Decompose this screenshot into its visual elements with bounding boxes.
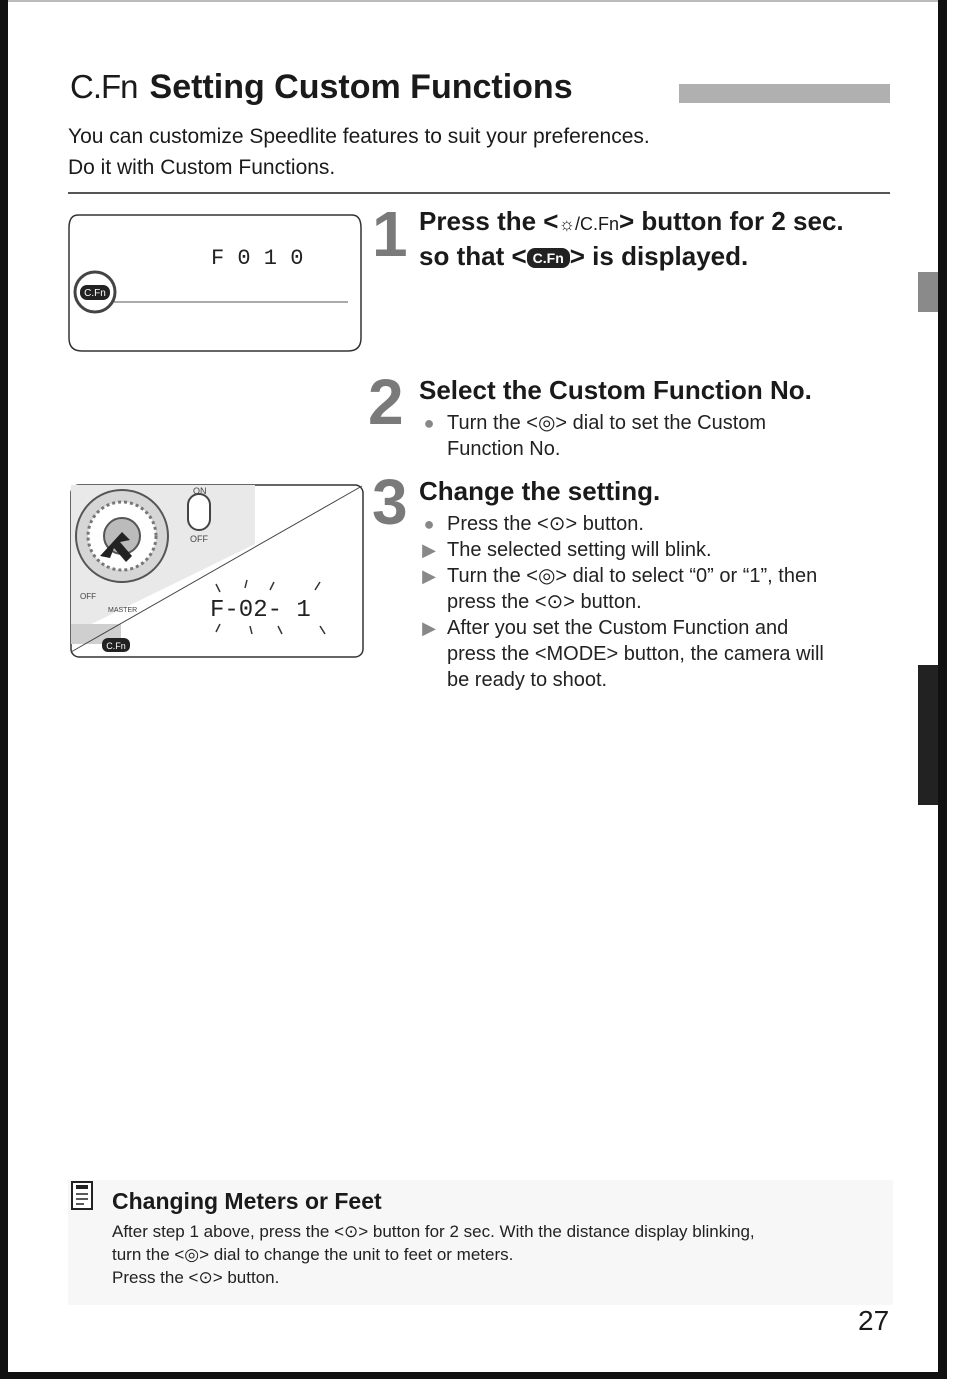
title-decorative-bar	[679, 84, 890, 103]
intro-line-1: You can customize Speedlite features to suit your preferences.	[68, 125, 650, 148]
off-label: OFF	[190, 534, 208, 544]
step3-item2-line1: The selected setting will blink.	[447, 539, 712, 561]
page-bottom-border	[0, 1372, 947, 1379]
off-left-label: OFF	[80, 592, 96, 601]
lcd1-cfn-badge: C.Fn	[84, 288, 106, 299]
step2-item	[423, 410, 767, 462]
lcd-illustration-step3	[70, 484, 364, 658]
section-tab-marker-light	[918, 272, 938, 312]
triangle-bullet-icon: ▶	[422, 540, 436, 560]
step3-item1-line1: Press the <⊙> button.	[447, 513, 644, 535]
on-label: ON	[193, 486, 207, 496]
lcd-illustration-step1	[68, 214, 362, 352]
step3-item4-line1: After you set the Custom Function and	[447, 617, 789, 639]
master-label: MASTER	[108, 607, 138, 614]
note-heading: Changing Meters or Feet	[112, 1188, 382, 1214]
page-left-border	[0, 0, 8, 1379]
lcd1-display-text: F 0 1 0	[211, 246, 304, 271]
step3-item3-line1: Turn the <◎> dial to select “0” or “1”, then	[447, 565, 818, 587]
page-title-text: Setting Custom Functions	[149, 68, 573, 106]
step3-item4-line3: be ready to shoot.	[447, 669, 608, 691]
step3-item4-line2: press the <MODE> button, the camera will	[447, 643, 824, 665]
cfn-badge-icon: C.Fn	[527, 248, 570, 268]
intro-line-2: Do it with Custom Functions.	[68, 156, 336, 179]
step1-text-c: so that <	[419, 241, 527, 271]
step3-heading: Change the setting.	[419, 476, 661, 506]
page-title	[70, 68, 573, 107]
step3-item-3	[422, 563, 818, 615]
section-tab-marker-dark	[918, 665, 938, 805]
memo-icon	[70, 1180, 96, 1212]
lcd2-display-text: F-02- 1	[210, 597, 311, 624]
page-number: 27	[858, 1305, 890, 1336]
bullet-dot-icon: ●	[423, 413, 435, 433]
step1-heading-line2	[419, 241, 748, 272]
power-switch-icon	[188, 494, 210, 530]
step-number-1: 1	[372, 198, 408, 270]
step-number-2: 2	[368, 366, 404, 438]
step3-item-4	[422, 615, 824, 693]
note-line-1: After step 1 above, press the <⊙> button for 2 sec. With the distance display blinking,	[112, 1222, 755, 1241]
triangle-bullet-icon: ▶	[422, 618, 436, 638]
header-divider	[68, 192, 890, 194]
note-line-3: Press the <⊙> button.	[112, 1268, 280, 1287]
step1-text-b: > button for 2 sec.	[619, 206, 844, 236]
step3-item3-line2: press the <⊙> button.	[447, 591, 642, 613]
step2-heading: Select the Custom Function No.	[419, 375, 812, 405]
bullet-dot-icon: ●	[423, 514, 435, 534]
step1-text-a: Press the <	[419, 206, 559, 236]
step3-item-2	[422, 537, 712, 563]
step1-text-d: > is displayed.	[569, 241, 749, 271]
lcd2-cfn-badge: C.Fn	[106, 641, 126, 651]
page-top-border	[8, 0, 938, 2]
step1-heading-line1	[419, 206, 844, 237]
flash-cfn-button-icon: ☼/C.Fn	[558, 214, 619, 234]
step2-item-line1: Turn the <◎> dial to set the Custom	[447, 412, 767, 434]
step-number-3: 3	[372, 466, 408, 538]
cfn-mark: C.Fn	[70, 68, 138, 105]
triangle-bullet-icon: ▶	[422, 566, 436, 586]
step2-item-line2: Function No.	[447, 438, 561, 460]
note-line-2: turn the <◎> dial to change the unit to feet or meters.	[112, 1245, 514, 1264]
step3-item-1	[423, 511, 644, 537]
page-right-border	[938, 0, 947, 1379]
